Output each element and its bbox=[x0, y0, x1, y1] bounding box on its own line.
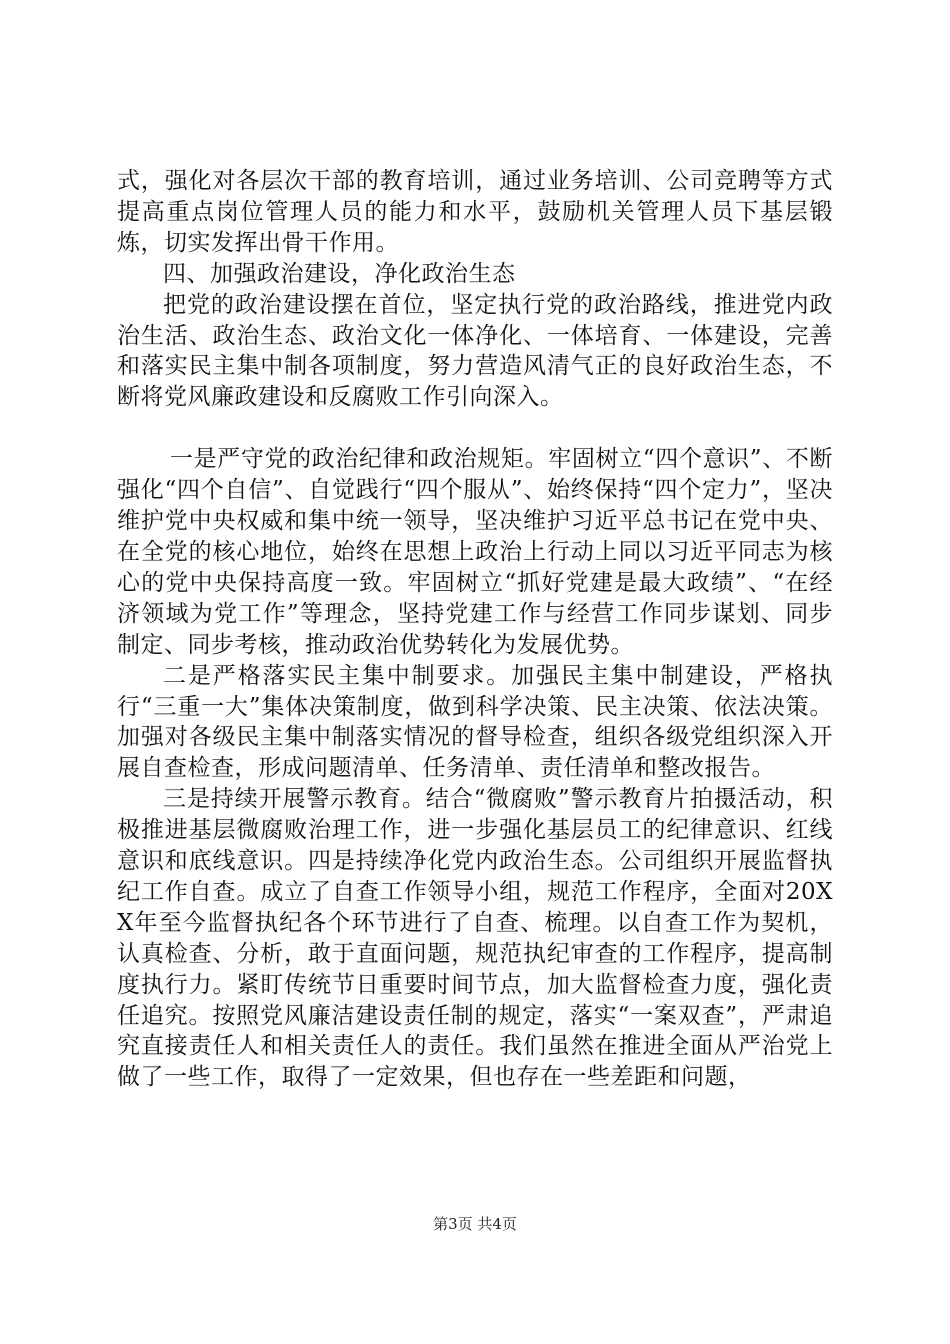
document-body bbox=[117, 166, 833, 1093]
paragraph-gap bbox=[117, 413, 833, 444]
paragraph-continuation: 式，强化对各层次干部的教育培训，通过业务培训、公司竞聘等方式提高重点岗位管理人员的能力和水平，鼓励机关管理人员下基层锻炼，切实发挥出骨干作用。 bbox=[117, 168, 833, 256]
paragraph-point-three: 三是持续开展警示教育。结合“微腐败”警示教育片拍摄活动，积极推进基层微腐败治理工作，进一步强化基层员工的纪律意识、红线意识和底线意识。四是持续净化党内政治生态。公司组织开展监督执纪工作自查。成立了自查工作领导小组，规范工作程序，全面对20XX年至今监督执纪各个环节进行了自查、梳理。以自查工作为契机，认真检查、分析，敢于直面问题，规范执纪审查的工作程序，提高制度执行力。紧盯传统节日重要时间节点，加大监督检查力度，强化责任追究。按照党风廉洁建设责任制的规定，落实“一案双查”，严肃追究直接责任人和相关责任人的责任。我们虽然在推进全面从严治党上做了一些工作，取得了一定效果，但也存在一些差距和问题， bbox=[117, 786, 833, 1091]
paragraph-point-one: 一是严守党的政治纪律和政治规矩。牢固树立“四个意识”、不断强化“四个自信”、自觉践行“四个服从”、始终保持“四个定力”，坚决维护党中央权威和集中统一领导，坚决维护习近平总书记在党中央、在全党的核心地位，始终在思想上政治上行动上同以习近平同志为核心的党中央保持高度一致。牢固树立“抓好党建是最大政绩”、“在经济领域为党工作”等理念，坚持党建工作与经营工作同步谋划、同步制定、同步考核，推动政治优势转化为发展优势。 bbox=[117, 446, 833, 658]
paragraph-intro: 把党的政治建设摆在首位，坚定执行党的政治路线，推进党内政治生活、政治生态、政治文化一体净化、一体培育、一体建设，完善和落实民主集中制各项制度，努力营造风清气正的良好政治生态，不断将党风廉政建设和反腐败工作引向深入。 bbox=[117, 291, 833, 411]
page-number-footer: 第3页 共4页 bbox=[433, 1215, 517, 1233]
section-heading: 四、加强政治建设，净化政治生态 bbox=[163, 260, 516, 287]
paragraph-point-two: 二是严格落实民主集中制要求。加强民主集中制建设，严格执行“三重一大”集体决策制度，做到科学决策、民主决策、依法决策。加强对各级民主集中制落实情况的督导检查，组织各级党组织深入开展自查检查，形成问题清单、任务清单、责任清单和整改报告。 bbox=[117, 662, 833, 782]
